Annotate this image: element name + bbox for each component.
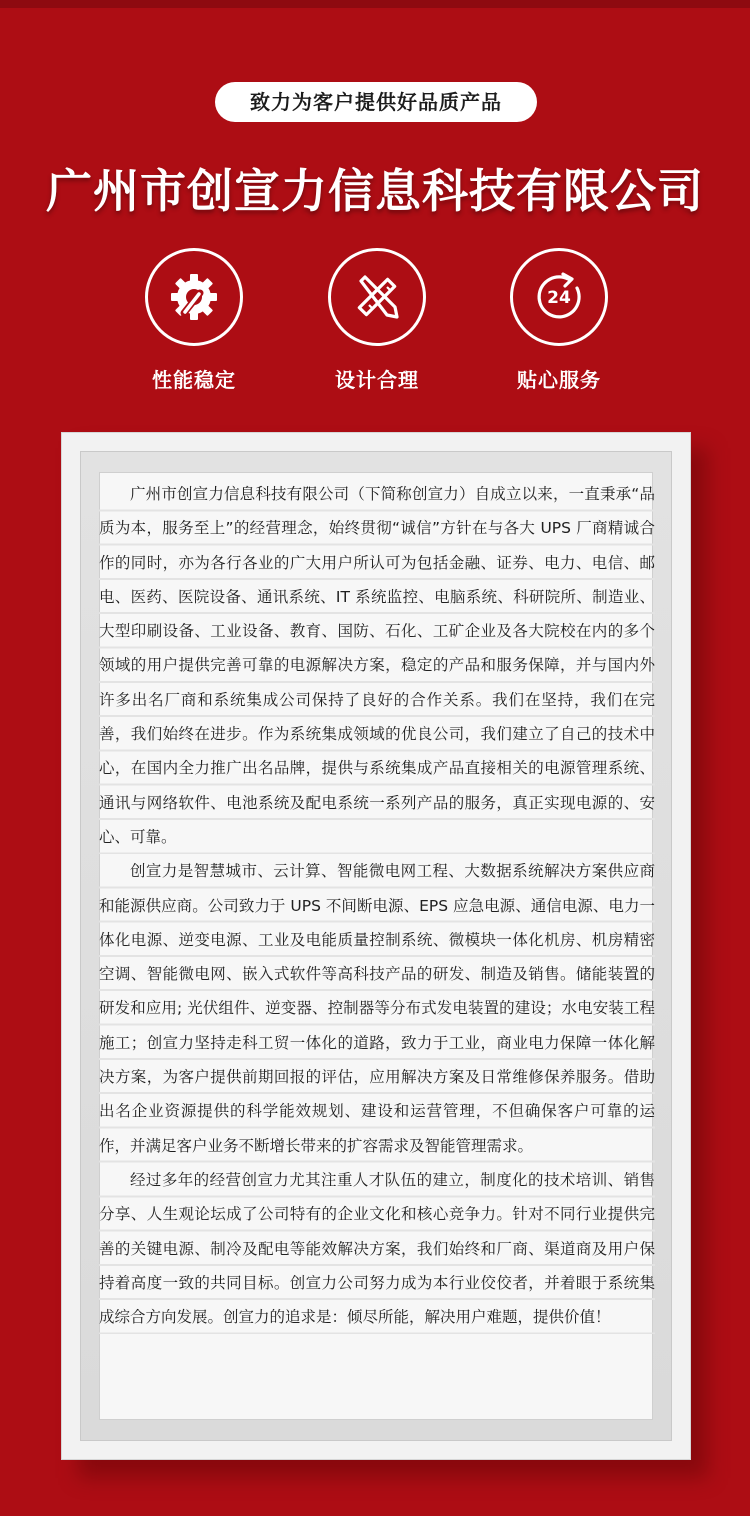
top-band xyxy=(0,0,750,8)
intro-card xyxy=(61,432,691,1460)
intro-paragraph: 经过多年的经营创宣力尤其注重人才队伍的建立，制度化的技术培训、销售分享、人生观论坛成了公司特有的企业文化和核心竞争力。针对不同行业提供完善的关键电源、制冷及配电等能效解决方案，我们始终和厂商、渠道商及用户保持着高度一致的共同目标。创宣力公司努力成为本行业佼佼者，并着眼于系统集成综合方向发展。创宣力的追求是：倾尽所能，解决用户难题，提供价值！ xyxy=(99,1163,655,1334)
intro-paragraph: 广州市创宣力信息科技有限公司（下简称创宣力）自成立以来，一直秉承“品质为本，服务至上”的经营理念，始终贯彻“诚信”方针在与各大 UPS 厂商精诚合作的同时，亦为各行各业的广大用户所认可为包括金融、证券、电力、电信、邮电、医药、医院设备、通讯系统、IT 系统监控、电脑系统、科研院所、制造业、大型印刷设备、工业设备、教育、国防、石化、工矿企业及各大院校在内的多个领域的用户提供完善可靠的电源解决方案，稳定的产品和服务保障，并与国内外许多出名厂商和系统集成公司保持了良好的合作关系。我们在坚持，我们在完善，我们始终在进步。作为系统集成领域的优良公司，我们建立了自己的技术中心，在国内全力推广出名品牌，提供与系统集成产品直接相关的电源管理系统、通讯与网络软件、电池系统及配电系统一系列产品的服务，真正实现电源的、安心、可靠。 xyxy=(99,477,655,854)
feature-service xyxy=(489,248,629,393)
intro-text xyxy=(99,477,655,1334)
feature-label: 性能稳定 xyxy=(152,368,236,392)
tagline-pill: 致力为客户提供好品质产品 xyxy=(215,82,537,122)
feature-design xyxy=(307,248,447,393)
ruler-pencil-icon xyxy=(328,248,426,346)
feature-label: 贴心服务 xyxy=(517,368,601,392)
gear-wrench-icon xyxy=(145,248,243,346)
company-title: 广州市创宣力信息科技有限公司 xyxy=(46,164,704,218)
service-icon-text: 24 xyxy=(547,288,571,308)
intro-paragraph: 创宣力是智慧城市、云计算、智能微电网工程、大数据系统解决方案供应商和能源供应商。公司致力于 UPS 不间断电源、EPS 应急电源、通信电源、电力一体化电源、逆变电源、工业及电能质量控制系统、微模块一体化机房、机房精密空调、智能微电网、嵌入式软件等高科技产品的研发、制造及销售。储能装置的研发和应用; 光伏组件、逆变器、控制器等分布式发电装置的建设；水电安装工程施工；创宣力坚持走科工贸一体化的道路，致力于工业，商业电力保障一体化解决方案，为客户提供前期回报的评估，应用解决方案及日常维修保养服务。借助出名企业资源提供的科学能效规划、建设和运营管理，不但确保客户可靠的运作，并满足客户业务不断增长带来的扩容需求及智能管理需求。 xyxy=(99,854,655,1163)
feature-performance xyxy=(124,248,264,393)
feature-label: 设计合理 xyxy=(335,368,419,392)
24-hour-service-icon xyxy=(510,248,608,346)
